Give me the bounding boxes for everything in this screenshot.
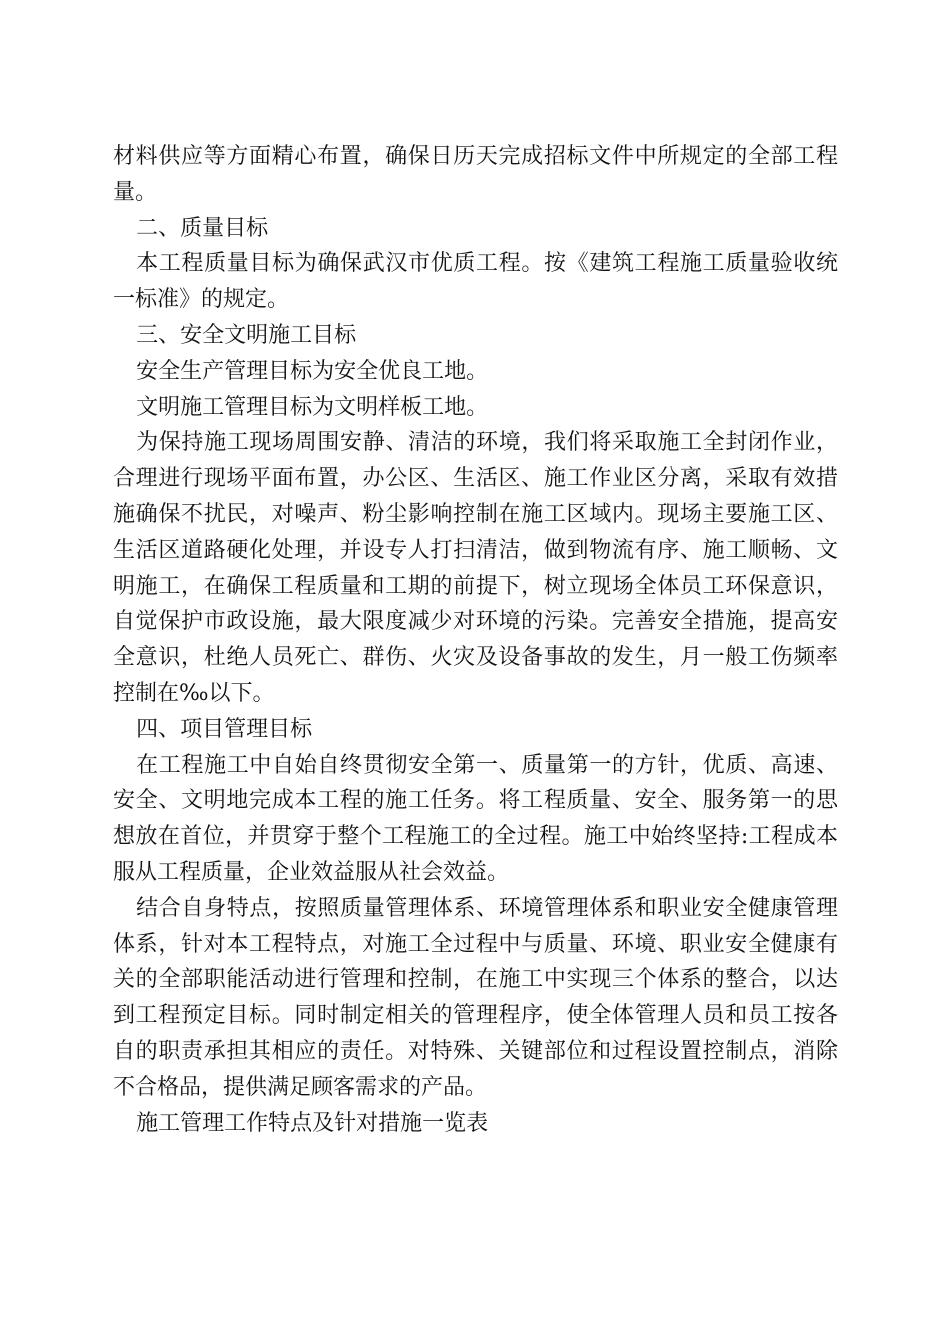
document-body (113, 139, 838, 1141)
section-heading-management: 四、项目管理目标 (136, 716, 313, 742)
section-heading-quality: 二、质量目标 (136, 215, 269, 241)
paragraph-civilized-goal: 文明施工管理目标为文明样板工地。 (136, 394, 489, 420)
paragraph-safety-goal: 安全生产管理目标为安全优良工地。 (136, 358, 489, 384)
paragraph-continuation: 材料供应等方面精心布置，确保日历天完成招标文件中所规定的全部工程量。 (113, 144, 838, 205)
section-heading-safety: 三、安全文明施工目标 (136, 322, 357, 348)
table-caption: 施工管理工作特点及针对措施一览表 (136, 1110, 489, 1136)
paragraph-quality: 本工程质量目标为确保武汉市优质工程。按《建筑工程施工质量验收统一标准》的规定。 (113, 251, 838, 313)
paragraph-management-policy: 在工程施工中自始自终贯彻安全第一、质量第一的方针，优质、高速、安全、文明地完成本工程的施工任务。将工程质量、安全、服务第一的思想放在首位，并贯穿于整个工程施工的全过程。施工中始终坚持:工程成本服从工程质量，企业效益服从社会效益。 (113, 752, 838, 885)
paragraph-environment: 为保持施工现场周围安静、清洁的环境，我们将采取施工全封闭作业，合理进行现场平面布置，办公区、生活区、施工作业区分离，采取有效措施确保不扰民，对噪声、粉尘影响控制在施工区域内。现场主要施工区、生活区道路硬化处理，并设专人打扫清洁，做到物流有序、施工顺畅、文明施工，在确保工程质量和工期的前提下，树立现场全体员工环保意识，自觉保护市政设施，最大限度减少对环境的污染。完善安全措施，提高安全意识，杜绝人员死亡、群伤、火灾及设备事故的发生，月一般工伤频率控制在‰以下。 (113, 430, 838, 706)
paragraph-management-system: 结合自身特点，按照质量管理体系、环境管理体系和职业安全健康管理体系，针对本工程特点，对施工全过程中与质量、环境、职业安全健康有关的全部职能活动进行管理和控制，在施工中实现三个体系的整合，以达到工程预定目标。同时制定相关的管理程序，使全体管理人员和员工按各自的职责承担其相应的责任。对特殊、关键部位和过程设置控制点，消除不合格品，提供满足顾客需求的产品。 (113, 895, 838, 1100)
